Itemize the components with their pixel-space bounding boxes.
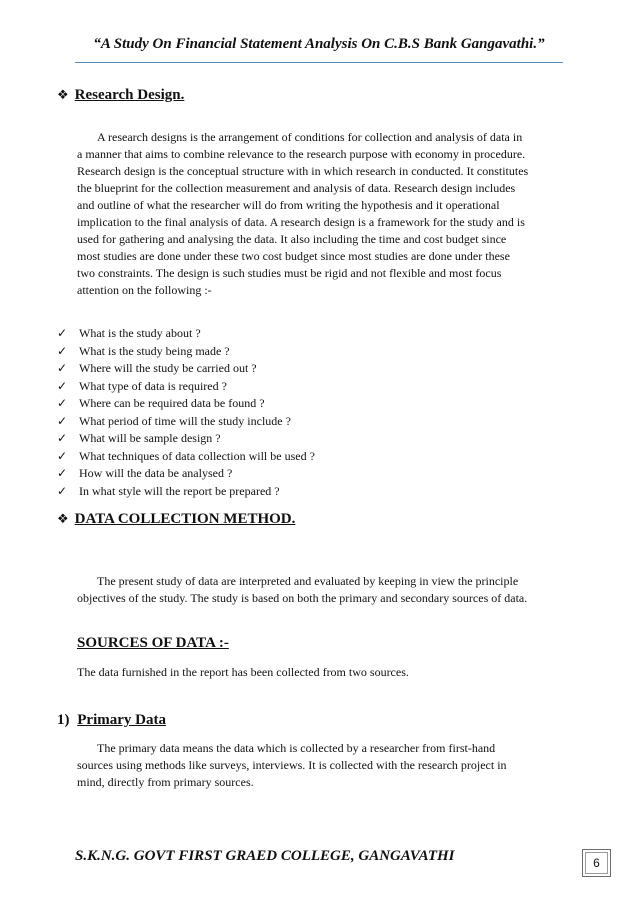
paragraph-line: mind, directly from primary sources.: [77, 775, 254, 789]
checklist-item-text: What period of time will the study include ?: [79, 413, 291, 428]
data-collection-heading-row: [57, 510, 295, 528]
checklist-item-text: What is the study being made ?: [79, 343, 230, 358]
paragraph-line: The present study of data are interpreted and evaluated by keeping in view the principle: [97, 574, 519, 588]
checklist-item-text: How will the data be analysed ?: [79, 466, 233, 480]
checklist-item-text: Where can be required data be found ?: [79, 396, 265, 410]
checklist-item-text: What is the study about ?: [79, 326, 201, 340]
sources-of-data-text: The data furnished in the report has been collected from two sources.: [77, 665, 409, 679]
paragraph-line: attention on the following :-: [77, 283, 212, 297]
checklist-item: [57, 378, 315, 396]
check-mark-icon: ✓: [57, 326, 68, 340]
checklist-item: [57, 465, 315, 483]
paragraph-line: sources using methods like surveys, interviews. It is collected with the research project in: [77, 758, 507, 772]
primary-data-heading: Primary Data: [77, 712, 166, 728]
checklist-item: [57, 413, 315, 431]
research-design-heading: Research Design.: [74, 87, 185, 103]
checklist-item-text: What type of data is required ?: [79, 378, 227, 393]
checklist-item: [57, 483, 315, 501]
data-collection-paragraph: [77, 573, 567, 607]
check-mark-icon: ✓: [57, 431, 68, 445]
data-collection-heading: DATA COLLECTION METHOD.: [74, 511, 296, 527]
checklist-item-text: Where will the study be carried out ?: [79, 361, 257, 375]
checklist-item: [57, 430, 315, 448]
check-mark-icon: ✓: [57, 396, 68, 410]
checklist-item: [57, 343, 315, 361]
page-header-title: “A Study On Financial Statement Analysis On C.B.S Bank Gangavathi.”: [93, 36, 545, 52]
paragraph-line: two constraints. The design is such studies must be rigid and not flexible and most focus: [77, 266, 502, 280]
paragraph-line: and outline of what the researcher will do from writing the hypothesis and it operational: [77, 198, 500, 212]
primary-data-number: 1): [57, 712, 70, 728]
check-mark-icon: ✓: [57, 378, 68, 393]
page-number: 6: [593, 856, 600, 870]
footer-college-name: S.K.N.G. GOVT FIRST GRAED COLLEGE, GANGAVATHI: [75, 848, 455, 864]
primary-data-paragraph: [77, 740, 567, 791]
research-questions-checklist: [57, 325, 315, 500]
research-design-heading-row: [57, 86, 184, 104]
checklist-item: [57, 395, 315, 413]
research-design-paragraph: [77, 129, 567, 299]
paragraph-line: used for gathering and analysing the data. It also including the time and cost budget since: [77, 232, 507, 246]
paragraph-line: the blueprint for the collection measurement and analysis of data. Research design includes: [77, 181, 516, 195]
diamond-bullet-icon: ❖: [57, 87, 69, 102]
check-mark-icon: ✓: [57, 466, 68, 480]
check-mark-icon: ✓: [57, 361, 68, 375]
checklist-item-text: What techniques of data collection will be used ?: [79, 448, 315, 463]
primary-data-heading-row: [57, 712, 166, 729]
checklist-item: [57, 360, 315, 378]
checklist-item: [57, 448, 315, 466]
paragraph-line: objectives of the study. The study is based on both the primary and secondary sources of data.: [77, 591, 528, 605]
paragraph-line: The primary data means the data which is collected by a researcher from first-hand: [97, 741, 496, 755]
sources-of-data-heading: SOURCES OF DATA :-: [77, 635, 229, 651]
check-mark-icon: ✓: [57, 448, 68, 463]
check-mark-icon: ✓: [57, 413, 68, 428]
paragraph-line: most studies are done under these two cost budget since most studies are done under these: [77, 249, 510, 263]
checklist-item-text: In what style will the report be prepared ?: [79, 483, 280, 498]
checklist-item: [57, 325, 315, 343]
check-mark-icon: ✓: [57, 343, 68, 358]
check-mark-icon: ✓: [57, 483, 68, 498]
checklist-item-text: What will be sample design ?: [79, 431, 221, 445]
paragraph-line: a manner that aims to combine relevance to the research purpose with economy in procedure.: [77, 147, 526, 161]
paragraph-line: Research design is the conceptual structure with in which research in conducted. It constitutes: [77, 164, 529, 178]
paragraph-line: implication to the final analysis of data. A research design is a framework for the study and is: [77, 215, 525, 229]
paragraph-line: A research designs is the arrangement of conditions for collection and analysis of data in: [97, 130, 523, 144]
page-number-box: [582, 849, 611, 877]
header-divider: [75, 62, 563, 63]
diamond-bullet-icon: ❖: [57, 511, 69, 526]
